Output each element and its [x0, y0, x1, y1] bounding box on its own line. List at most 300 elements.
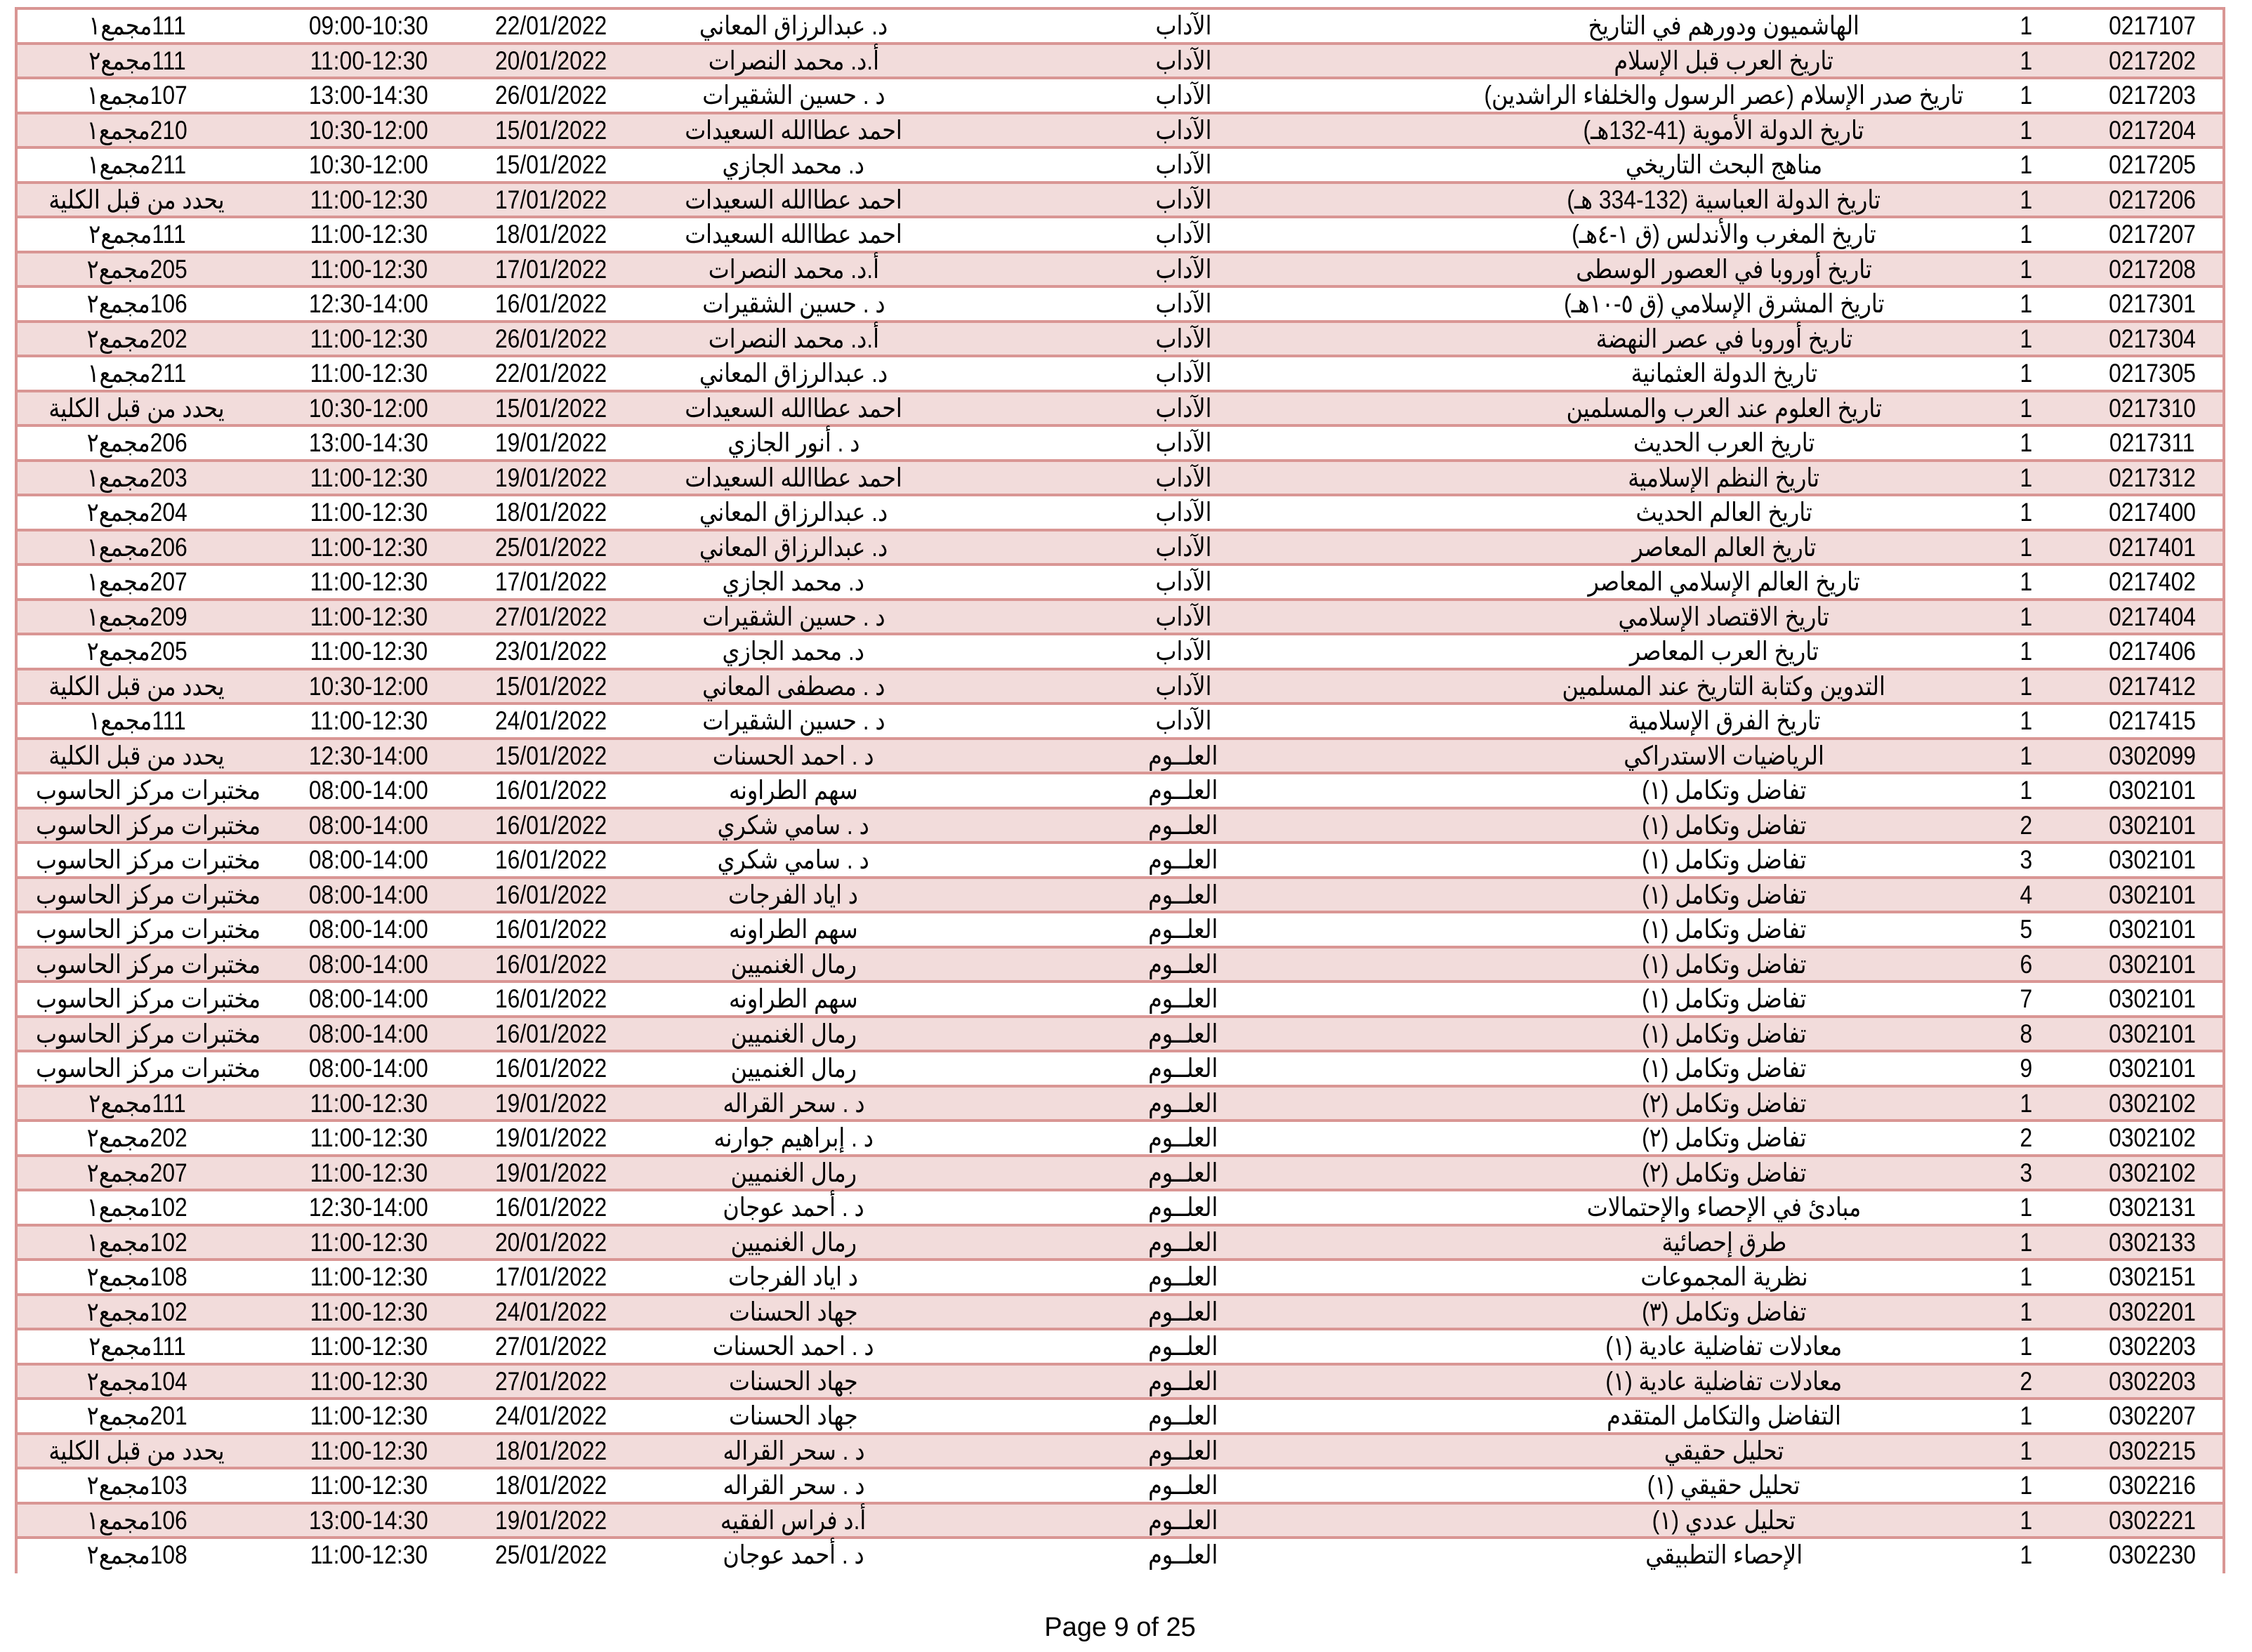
exam-date-cell	[481, 844, 621, 875]
exam-date-cell-text: 18/01/2022	[495, 220, 607, 249]
table-row	[18, 635, 2223, 670]
exam-room-cell	[18, 1191, 256, 1223]
section-cell-text: 1	[2020, 1505, 2032, 1535]
course-name-cell-text: معادلات تفاضلية عادية (١)	[1605, 1366, 1843, 1396]
exam-date-cell	[481, 1505, 621, 1536]
exam-date-cell	[481, 149, 621, 180]
instructor-cell-text: رمال الغنميين	[730, 1158, 857, 1187]
course-code-cell-text: 0302099	[2109, 741, 2196, 770]
instructor-cell	[636, 1330, 951, 1362]
faculty-cell-text: العلــوم	[1148, 776, 1218, 805]
course-name-cell-text: تاريخ النظم الإسلامية	[1628, 463, 1820, 492]
course-code-cell	[2089, 810, 2215, 841]
section-cell-text: 2	[2020, 1123, 2032, 1152]
exam-date-cell	[481, 288, 621, 319]
exam-room-cell	[18, 1330, 256, 1362]
exam-date-cell-text: 24/01/2022	[495, 1401, 607, 1430]
instructor-cell	[636, 670, 951, 702]
exam-time-cell	[295, 79, 442, 111]
course-name-cell	[1352, 566, 2096, 597]
course-code-cell	[2089, 253, 2215, 285]
instructor-cell-text: د . سحر القراله	[722, 1436, 865, 1465]
exam-room-cell-text: 111مجمع١	[88, 706, 186, 735]
course-name-cell-text: التدوين وكتابة التاريخ عند المسلمين	[1562, 671, 1886, 701]
exam-date-cell-text: 16/01/2022	[495, 289, 607, 318]
exam-room-cell	[18, 531, 256, 563]
course-name-cell-text: تاريخ الدولة العباسية (132-334 هـ)	[1567, 185, 1881, 214]
faculty-cell	[1113, 1539, 1253, 1571]
faculty-cell	[1113, 1157, 1253, 1189]
course-code-cell-text: 0217204	[2109, 115, 2196, 145]
exam-room-cell-text: 206مجمع١	[86, 532, 187, 562]
course-code-cell-text: 0302203	[2109, 1366, 2196, 1396]
course-code-cell	[2089, 1539, 2215, 1571]
exam-time-cell	[295, 253, 442, 285]
exam-time-cell-text: 11:00-12:30	[310, 185, 428, 214]
instructor-cell-text: د اياد الفرجات	[728, 880, 859, 909]
section-cell-text: 1	[2020, 498, 2032, 527]
section-cell-text: 6	[2020, 949, 2032, 979]
table-row	[18, 1400, 2223, 1435]
faculty-cell	[1113, 670, 1253, 702]
course-name-cell-text: تاريخ المغرب والأندلس (ق ١-٤هـ)	[1572, 220, 1876, 249]
course-code-cell-text: 0302101	[2109, 915, 2196, 944]
faculty-cell-text: الآداب	[1155, 150, 1211, 179]
course-code-cell-text: 0217412	[2109, 671, 2196, 701]
exam-room-cell	[18, 1261, 256, 1293]
instructor-cell-text: د . سامي شكري	[717, 810, 870, 840]
course-code-cell	[2089, 1330, 2215, 1362]
table-row	[18, 774, 2223, 810]
exam-date-cell	[481, 810, 621, 841]
instructor-cell-text: د . احمد الحسنات	[713, 1332, 874, 1361]
instructor-cell	[636, 392, 951, 424]
course-name-cell	[1352, 496, 2096, 528]
section-cell-text: 8	[2020, 1019, 2032, 1048]
course-name-cell	[1352, 913, 2096, 945]
course-code-cell-text: 0217301	[2109, 289, 2196, 318]
table-row	[18, 1330, 2223, 1366]
faculty-cell-text: العلــوم	[1148, 1436, 1218, 1465]
exam-time-cell	[295, 427, 442, 458]
exam-date-cell	[481, 1191, 621, 1223]
course-code-cell	[2089, 844, 2215, 875]
exam-room-cell-text: 207مجمع٢	[86, 1158, 187, 1187]
exam-date-cell-text: 16/01/2022	[495, 776, 607, 805]
exam-schedule-table	[15, 7, 2225, 1573]
exam-room-cell	[18, 79, 256, 111]
instructor-cell-text: د . حسين الشقيرات	[702, 602, 885, 631]
table-row	[18, 427, 2223, 462]
instructor-cell-text: د . سحر القراله	[722, 1088, 865, 1118]
course-name-cell	[1352, 1227, 2096, 1258]
course-code-cell	[2089, 1505, 2215, 1536]
instructor-cell	[636, 1227, 951, 1258]
table-row	[18, 1505, 2223, 1540]
faculty-cell	[1113, 601, 1253, 633]
exam-time-cell-text: 11:00-12:30	[310, 1297, 428, 1326]
exam-room-cell-text: 106مجمع١	[86, 1505, 187, 1535]
section-cell-text: 1	[2020, 637, 2032, 666]
course-code-cell-text: 0217401	[2109, 532, 2196, 562]
faculty-cell-text: العلــوم	[1148, 810, 1218, 840]
course-name-cell-text: تاريخ العرب الحديث	[1633, 428, 1815, 457]
course-name-cell	[1352, 1366, 2096, 1397]
instructor-cell-text: أ.د. محمد النصرات	[708, 254, 879, 284]
exam-date-cell-text: 18/01/2022	[495, 498, 607, 527]
course-code-cell-text: 0302216	[2109, 1471, 2196, 1500]
exam-date-cell-text: 26/01/2022	[495, 324, 607, 353]
instructor-cell	[636, 218, 951, 250]
exam-time-cell	[295, 462, 442, 494]
faculty-cell	[1113, 462, 1253, 494]
instructor-cell-text: د . أحمد عوجان	[723, 1540, 864, 1569]
faculty-cell-text: الآداب	[1155, 115, 1211, 145]
course-name-cell	[1352, 635, 2096, 667]
exam-room-cell	[18, 1052, 261, 1084]
exam-time-cell	[295, 670, 442, 702]
faculty-cell	[1113, 844, 1253, 875]
course-name-cell-text: مناهج البحث التاريخي	[1625, 150, 1823, 179]
course-code-cell	[2089, 1435, 2215, 1467]
faculty-cell-text: الآداب	[1155, 567, 1211, 596]
instructor-cell	[636, 740, 951, 772]
course-name-cell-text: التفاضل والتكامل المتقدم	[1607, 1401, 1841, 1430]
exam-date-cell-text: 24/01/2022	[495, 706, 607, 735]
faculty-cell	[1113, 1505, 1253, 1536]
exam-date-cell-text: 16/01/2022	[495, 1193, 607, 1222]
exam-date-cell-text: 23/01/2022	[495, 637, 607, 666]
exam-time-cell-text: 10:30-12:00	[309, 393, 428, 423]
course-name-cell	[1352, 323, 2096, 355]
exam-time-cell	[295, 635, 442, 667]
section-cell-text: 2	[2020, 810, 2032, 840]
course-name-cell	[1352, 1469, 2096, 1501]
faculty-cell	[1113, 45, 1253, 77]
exam-time-cell-text: 11:00-12:30	[310, 1436, 428, 1465]
course-name-cell	[1352, 1052, 2096, 1084]
course-code-cell	[2089, 1296, 2215, 1328]
faculty-cell-text: الآداب	[1155, 532, 1211, 562]
exam-room-cell	[18, 427, 256, 458]
exam-date-cell-text: 18/01/2022	[495, 1471, 607, 1500]
exam-room-cell-text: يحدد من قبل الكلية	[48, 671, 225, 701]
section-cell-text: 1	[2020, 1471, 2032, 1500]
course-code-cell	[2089, 774, 2215, 806]
exam-date-cell-text: 24/01/2022	[495, 1297, 607, 1326]
exam-time-cell-text: 11:00-12:30	[310, 1332, 428, 1361]
exam-time-cell	[295, 1261, 442, 1293]
instructor-cell	[636, 949, 951, 980]
course-code-cell	[2089, 1157, 2215, 1189]
course-name-cell	[1352, 1539, 2096, 1571]
table-row	[18, 45, 2223, 80]
course-code-cell-text: 0217404	[2109, 602, 2196, 631]
exam-room-cell	[18, 810, 261, 841]
exam-time-cell-text: 11:00-12:30	[310, 706, 428, 735]
exam-time-cell	[295, 1018, 442, 1050]
exam-time-cell	[295, 844, 442, 875]
exam-time-cell	[295, 566, 442, 597]
course-code-cell	[2089, 566, 2215, 597]
instructor-cell	[636, 1088, 951, 1119]
exam-room-cell-text: 205مجمع٢	[86, 254, 187, 284]
exam-time-cell	[295, 1191, 442, 1223]
exam-date-cell	[481, 427, 621, 458]
exam-time-cell	[295, 1227, 442, 1258]
section-cell-text: 3	[2020, 1158, 2032, 1187]
exam-room-cell	[18, 740, 256, 772]
course-code-cell	[2089, 1088, 2215, 1119]
exam-date-cell	[481, 670, 621, 702]
instructor-cell-text: د . حسين الشقيرات	[702, 706, 885, 735]
course-code-cell	[2089, 45, 2215, 77]
instructor-cell	[636, 462, 951, 494]
faculty-cell	[1113, 1330, 1253, 1362]
exam-date-cell-text: 19/01/2022	[495, 428, 607, 457]
table-row	[18, 1052, 2223, 1088]
exam-time-cell-text: 13:00-14:30	[309, 428, 428, 457]
section-cell-text: 9	[2020, 1054, 2032, 1083]
exam-time-cell-text: 13:00-14:30	[309, 1505, 428, 1535]
exam-date-cell	[481, 218, 621, 250]
exam-time-cell-text: 10:30-12:00	[309, 671, 428, 701]
section-cell-text: 1	[2020, 1436, 2032, 1465]
instructor-cell	[636, 1296, 951, 1328]
section-cell-text: 1	[2020, 324, 2032, 353]
instructor-cell	[636, 774, 951, 806]
exam-time-cell-text: 12:30-14:00	[309, 1193, 428, 1222]
table-row	[18, 1296, 2223, 1331]
instructor-cell-text: د . إبراهيم جوارنه	[713, 1123, 874, 1152]
exam-room-cell-text: يحدد من قبل الكلية	[48, 741, 225, 770]
section-cell-text: 4	[2020, 880, 2032, 909]
course-name-cell-text: تاريخ الفرق الإسلامية	[1627, 706, 1821, 735]
course-name-cell-text: تاريخ أوروبا في العصور الوسطى	[1576, 254, 1872, 284]
exam-room-cell	[18, 774, 261, 806]
exam-room-cell-text: مختبرات مركز الحاسوب	[36, 915, 261, 944]
exam-date-cell-text: 15/01/2022	[495, 115, 607, 145]
exam-room-cell	[18, 1469, 256, 1501]
instructor-cell-text: د. محمد الجازي	[722, 637, 865, 666]
section-cell-text: 1	[2020, 1088, 2032, 1118]
instructor-cell	[636, 1505, 951, 1536]
course-name-cell-text: تاريخ الدولة الأموية (41-132هـ)	[1583, 115, 1864, 145]
table-row	[18, 253, 2223, 289]
course-name-cell	[1352, 1261, 2096, 1293]
instructor-cell	[636, 496, 951, 528]
exam-room-cell-text: مختبرات مركز الحاسوب	[36, 776, 261, 805]
exam-room-cell-text: 204مجمع٢	[86, 498, 187, 527]
faculty-cell	[1113, 496, 1253, 528]
table-row	[18, 1227, 2223, 1262]
faculty-cell-text: الآداب	[1155, 220, 1211, 249]
faculty-cell	[1113, 1366, 1253, 1397]
course-code-cell	[2089, 740, 2215, 772]
exam-time-cell	[295, 218, 442, 250]
exam-date-cell	[481, 566, 621, 597]
exam-date-cell-text: 16/01/2022	[495, 880, 607, 909]
section-cell-text: 1	[2020, 220, 2032, 249]
exam-date-cell	[481, 601, 621, 633]
exam-room-cell-text: 108مجمع٢	[86, 1262, 187, 1291]
exam-date-cell-text: 25/01/2022	[495, 1540, 607, 1569]
course-name-cell-text: تاريخ الاقتصاد الإسلامي	[1618, 602, 1830, 631]
faculty-cell-text: العلــوم	[1148, 1088, 1218, 1118]
exam-date-cell	[481, 1469, 621, 1501]
course-name-cell-text: تفاضل وتكامل (٢)	[1641, 1123, 1807, 1152]
exam-time-cell-text: 11:00-12:30	[310, 532, 428, 562]
faculty-cell-text: العلــوم	[1148, 1366, 1218, 1396]
course-name-cell	[1352, 705, 2096, 736]
exam-room-cell	[18, 913, 261, 945]
exam-time-cell-text: 11:00-12:30	[310, 254, 428, 284]
exam-time-cell-text: 08:00-14:00	[309, 776, 428, 805]
section-cell-text: 1	[2020, 11, 2032, 40]
instructor-cell-text: د . أحمد عوجان	[723, 1193, 864, 1222]
instructor-cell-text: احمد عطاالله السعيدات	[685, 115, 902, 145]
exam-date-cell-text: 16/01/2022	[495, 915, 607, 944]
table-row	[18, 740, 2223, 775]
table-row	[18, 1157, 2223, 1192]
section-cell-text: 1	[2020, 776, 2032, 805]
exam-room-cell-text: 201مجمع٢	[86, 1401, 187, 1430]
course-code-cell-text: 0302101	[2109, 984, 2196, 1013]
exam-room-cell	[18, 218, 256, 250]
exam-date-cell	[481, 1088, 621, 1119]
section-cell-text: 3	[2020, 845, 2032, 874]
course-code-cell	[2089, 1366, 2215, 1397]
instructor-cell	[636, 1157, 951, 1189]
exam-time-cell-text: 09:00-10:30	[309, 11, 428, 40]
course-name-cell	[1352, 1330, 2096, 1362]
faculty-cell-text: الآداب	[1155, 359, 1211, 388]
course-code-cell-text: 0217207	[2109, 220, 2196, 249]
exam-time-cell-text: 11:00-12:30	[310, 1366, 428, 1396]
faculty-cell	[1113, 218, 1253, 250]
course-code-cell-text: 0217304	[2109, 324, 2196, 353]
exam-date-cell	[481, 184, 621, 216]
faculty-cell	[1113, 357, 1253, 389]
course-code-cell	[2089, 913, 2215, 945]
instructor-cell	[636, 1122, 951, 1154]
exam-time-cell-text: 11:00-12:30	[310, 324, 428, 353]
table-row	[18, 462, 2223, 497]
course-name-cell	[1352, 1088, 2096, 1119]
table-row	[18, 1191, 2223, 1227]
faculty-cell	[1113, 149, 1253, 180]
course-code-cell-text: 0217400	[2109, 498, 2196, 527]
exam-room-cell-text: 210مجمع١	[86, 115, 187, 145]
exam-room-cell-text: 111مجمع١	[88, 11, 186, 40]
course-name-cell-text: تفاضل وتكامل (١)	[1641, 915, 1807, 944]
table-row	[18, 496, 2223, 531]
table-row	[18, 149, 2223, 184]
exam-date-cell	[481, 1366, 621, 1397]
course-name-cell	[1352, 983, 2096, 1015]
instructor-cell	[636, 1052, 951, 1084]
faculty-cell-text: الآداب	[1155, 602, 1211, 631]
course-code-cell	[2089, 1191, 2215, 1223]
faculty-cell-text: العلــوم	[1148, 1505, 1218, 1535]
exam-room-cell	[18, 566, 256, 597]
exam-room-cell-text: مختبرات مركز الحاسوب	[36, 1019, 261, 1048]
exam-time-cell	[295, 323, 442, 355]
faculty-cell-text: العلــوم	[1148, 1262, 1218, 1291]
exam-room-cell-text: مختبرات مركز الحاسوب	[36, 1054, 261, 1083]
faculty-cell-text: العلــوم	[1148, 1158, 1218, 1187]
exam-date-cell-text: 16/01/2022	[495, 949, 607, 979]
exam-date-cell	[481, 983, 621, 1015]
faculty-cell-text: الآداب	[1155, 393, 1211, 423]
faculty-cell	[1113, 879, 1253, 911]
exam-room-cell-text: 102مجمع١	[86, 1227, 187, 1257]
course-code-cell	[2089, 10, 2215, 41]
course-name-cell-text: الرياضيات الاستدراكي	[1624, 741, 1824, 770]
course-code-cell-text: 0302221	[2109, 1505, 2196, 1535]
course-name-cell	[1352, 149, 2096, 180]
exam-date-cell	[481, 10, 621, 41]
exam-time-cell-text: 11:00-12:30	[310, 1158, 428, 1187]
faculty-cell	[1113, 566, 1253, 597]
course-name-cell	[1352, 844, 2096, 875]
exam-room-cell	[18, 949, 261, 980]
faculty-cell	[1113, 1191, 1253, 1223]
course-code-cell-text: 0217310	[2109, 393, 2196, 423]
exam-date-cell-text: 19/01/2022	[495, 1088, 607, 1118]
faculty-cell	[1113, 1088, 1253, 1119]
section-cell-text: 1	[2020, 81, 2032, 110]
exam-time-cell-text: 11:00-12:30	[310, 1088, 428, 1118]
table-row	[18, 79, 2223, 114]
faculty-cell-text: العلــوم	[1148, 915, 1218, 944]
instructor-cell	[636, 1018, 951, 1050]
course-code-cell	[2089, 357, 2215, 389]
exam-time-cell-text: 08:00-14:00	[309, 810, 428, 840]
faculty-cell	[1113, 253, 1253, 285]
exam-date-cell-text: 16/01/2022	[495, 1019, 607, 1048]
exam-time-cell	[295, 1469, 442, 1501]
course-name-cell-text: تاريخ المشرق الإسلامي (ق ٥-١٠هـ)	[1563, 289, 1885, 318]
course-name-cell	[1352, 184, 2096, 216]
course-name-cell	[1352, 601, 2096, 633]
exam-time-cell-text: 11:00-12:30	[310, 498, 428, 527]
faculty-cell-text: الآداب	[1155, 671, 1211, 701]
exam-time-cell	[295, 149, 442, 180]
faculty-cell-text: العلــوم	[1148, 1297, 1218, 1326]
exam-room-cell	[18, 184, 256, 216]
table-row	[18, 705, 2223, 740]
instructor-cell	[636, 149, 951, 180]
instructor-cell-text: احمد عطاالله السعيدات	[685, 220, 902, 249]
exam-date-cell	[481, 705, 621, 736]
course-code-cell-text: 0302207	[2109, 1401, 2196, 1430]
exam-room-cell-text: 202مجمع٢	[86, 324, 187, 353]
faculty-cell	[1113, 1018, 1253, 1050]
instructor-cell	[636, 79, 951, 111]
exam-room-cell	[18, 844, 261, 875]
exam-date-cell-text: 26/01/2022	[495, 81, 607, 110]
exam-date-cell	[481, 740, 621, 772]
table-row	[18, 357, 2223, 392]
exam-date-cell-text: 15/01/2022	[495, 741, 607, 770]
course-code-cell-text: 0302102	[2109, 1158, 2196, 1187]
instructor-cell	[636, 1539, 951, 1571]
exam-date-cell	[481, 114, 621, 146]
faculty-cell	[1113, 427, 1253, 458]
course-code-cell	[2089, 323, 2215, 355]
course-code-cell-text: 0217205	[2109, 150, 2196, 179]
